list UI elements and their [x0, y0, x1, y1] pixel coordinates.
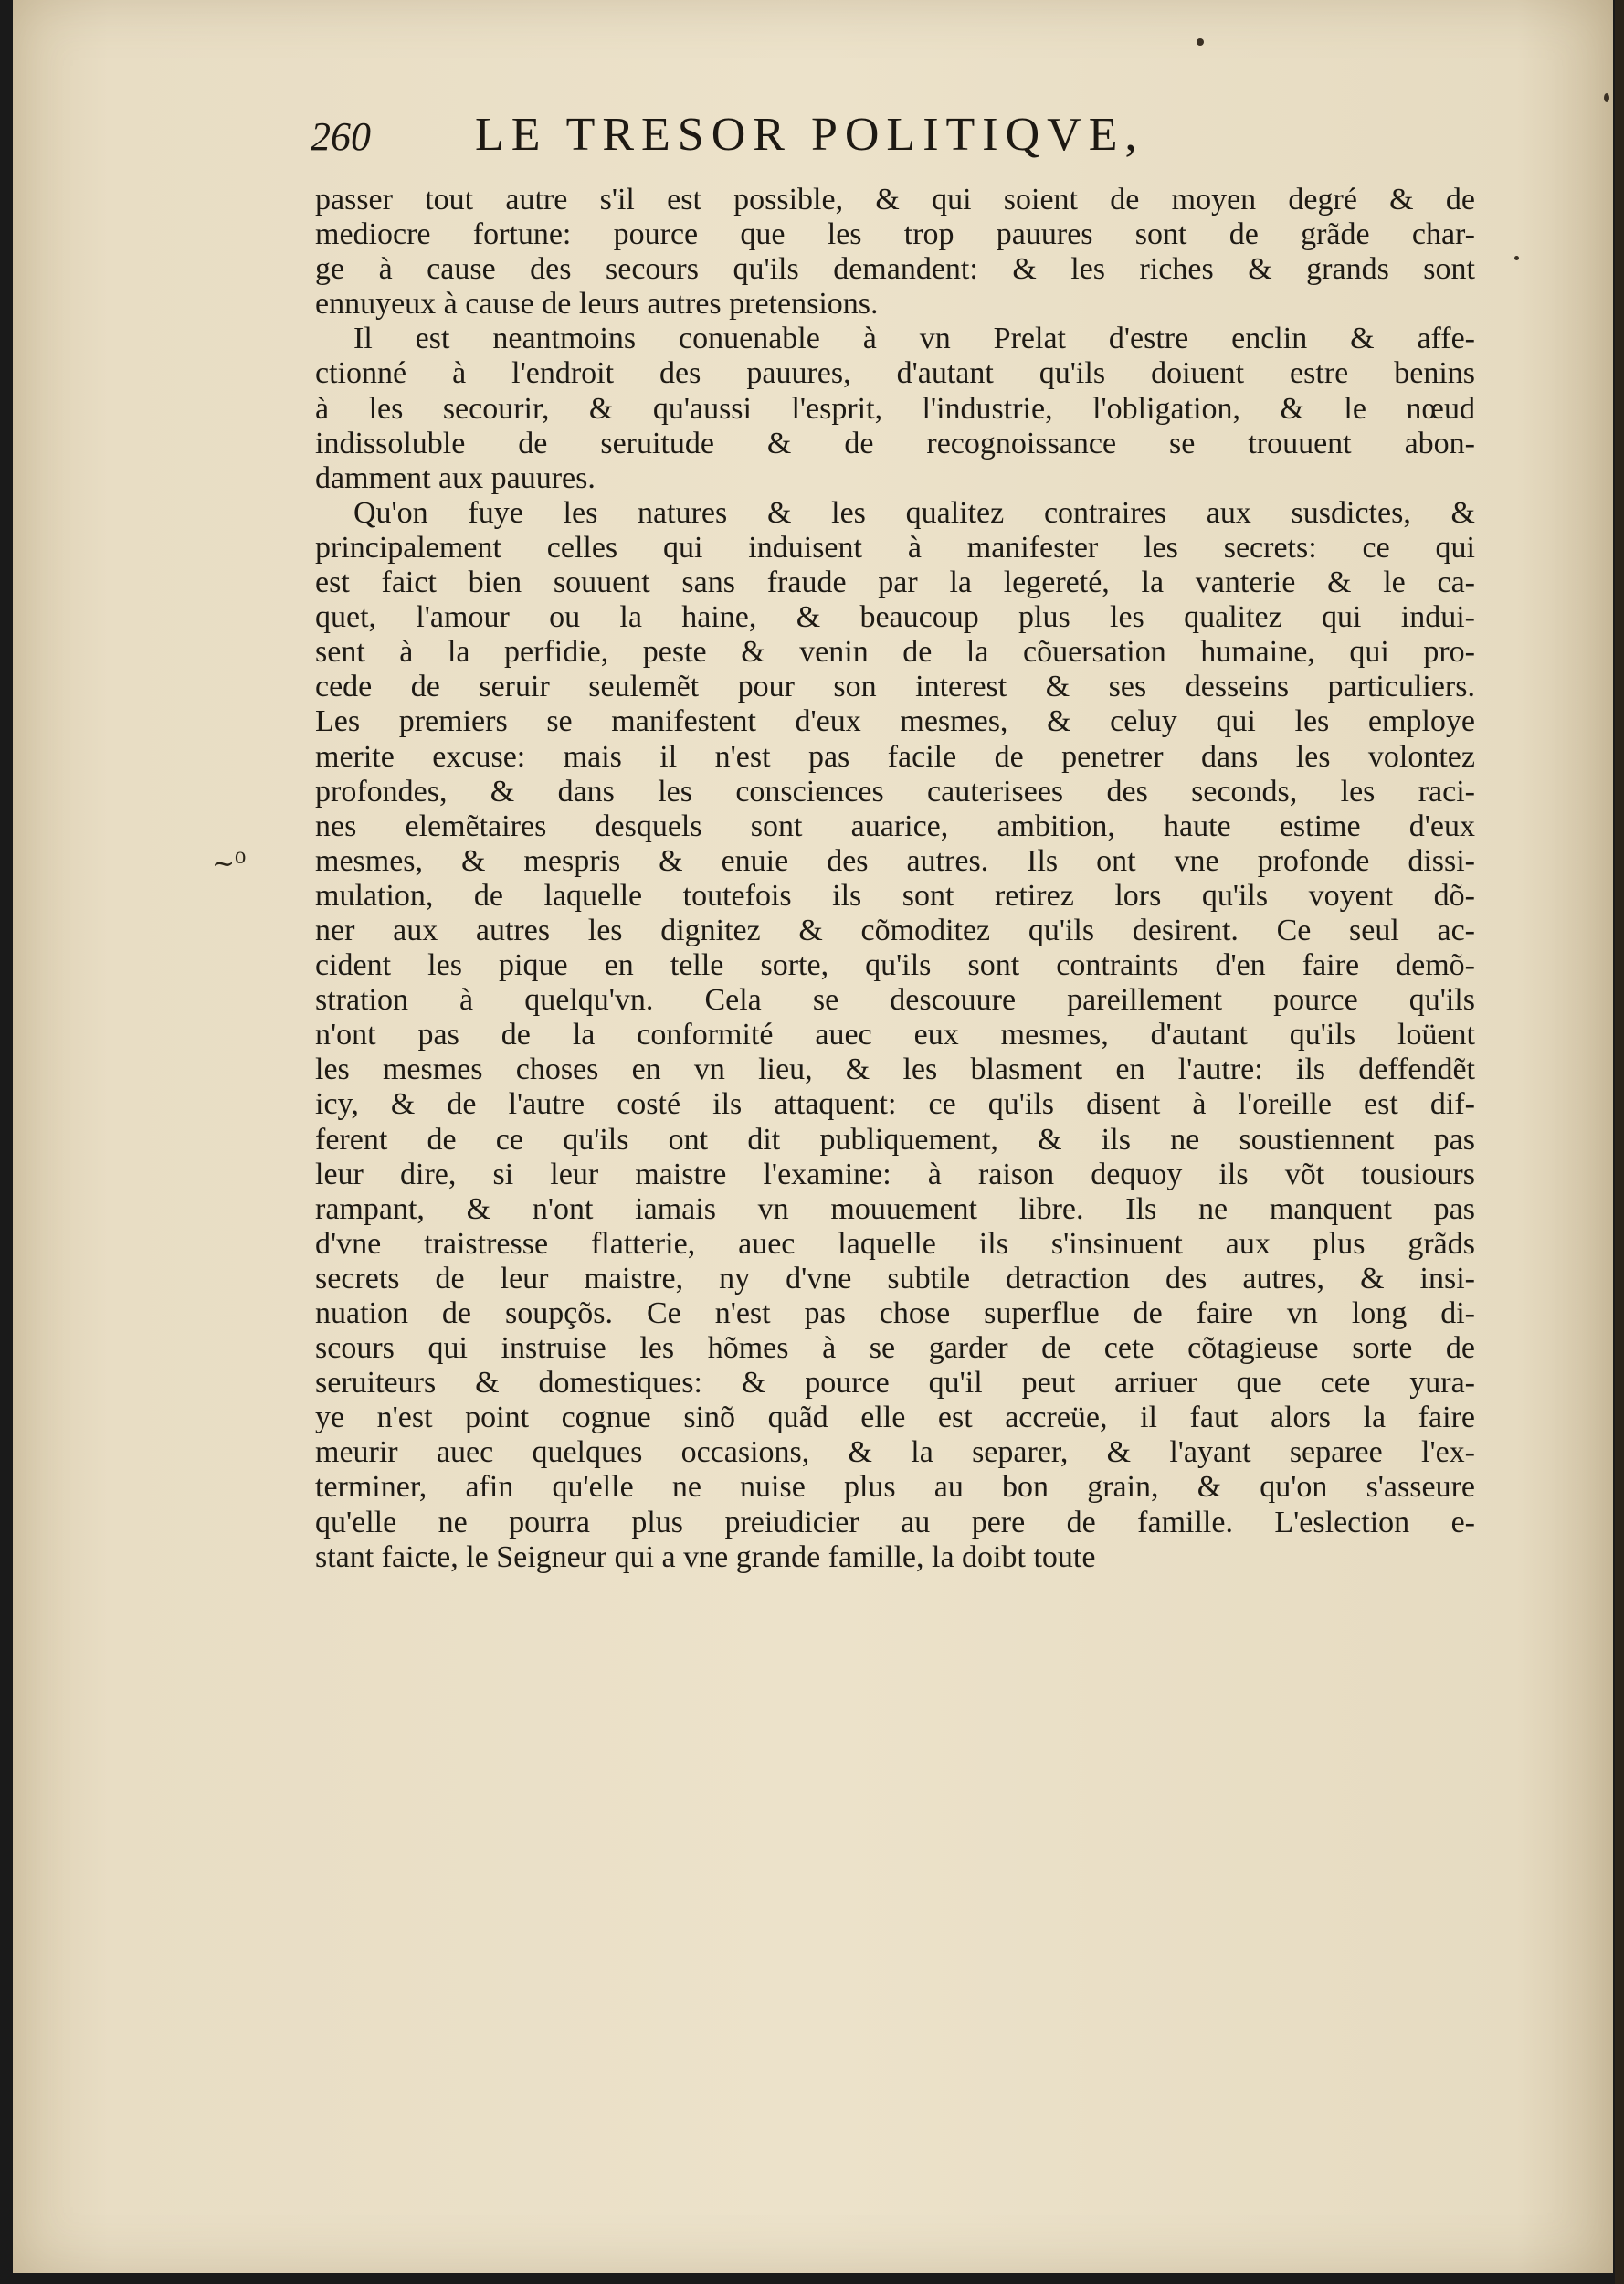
ink-spot	[1514, 256, 1519, 260]
text-line: Il est neantmoins conuenable à vn Prelat d'estre enclin & affe-	[353, 322, 1475, 356]
text-line: mulation, de laquelle toutefois ils sont retirez lors qu'ils voyent dõ-	[315, 878, 1475, 913]
ink-spot	[1197, 38, 1204, 46]
text-line: icy, & de l'autre costé ils attaquent: ce qu'ils disent à l'oreille est dif-	[315, 1087, 1475, 1122]
text-line: ner aux autres les dignitez & cõmoditez qu'ils desirent. Ce seul ac-	[315, 913, 1475, 947]
text-line: meurir auec quelques occasions, & la separer, & l'ayant separee l'ex-	[315, 1435, 1475, 1470]
text-line: Qu'on fuye les natures & les qualitez contraires aux susdictes, &	[353, 495, 1475, 530]
ink-spot	[1604, 93, 1609, 102]
text-line: terminer, afin qu'elle ne nuise plus au bon grain, & qu'on s'asseure	[315, 1470, 1475, 1505]
text-line: ferent de ce qu'ils ont dit publiquement, & ils ne soustiennent pas	[315, 1122, 1475, 1157]
text-line: indissoluble de seruitude & de recognoissance se trouuent abon-	[315, 426, 1475, 460]
text-line: cident les pique en telle sorte, qu'ils sont contraints d'en faire demõ-	[315, 948, 1475, 983]
text-line: ye n'est point cognue sinõ quãd elle est accreüe, il faut alors la faire	[315, 1401, 1475, 1435]
text-line: scours qui instruise les hõmes à se garder de cete cõtagieuse sorte de	[315, 1331, 1475, 1366]
text-line: mesmes, & mespris & enuie des autres. Ils ont vne profonde dissi-	[315, 843, 1475, 878]
text-line: seruiteurs & domestiques: & pource qu'il peut arriuer que cete yura-	[315, 1366, 1475, 1401]
body-text	[315, 183, 1475, 1575]
text-line: leur dire, si leur maistre l'examine: à raison dequoy ils võt tousiours	[315, 1157, 1475, 1191]
page-header	[311, 108, 1407, 172]
text-line: Les premiers se manifestent d'eux mesmes, & celuy qui les employe	[315, 704, 1475, 739]
text-line: stant faicte, le Seigneur qui a vne grande famille, la doibt toute	[315, 1539, 1096, 1574]
text-line: principalement celles qui induisent à manifester les secrets: ce qui	[315, 530, 1475, 565]
text-line: d'vne traistresse flatterie, auec laquelle ils s'insinuent aux plus grãds	[315, 1226, 1475, 1261]
text-line: cede de seruir seulemẽt pour son interest & ses desseins particuliers.	[315, 670, 1475, 704]
text-line: passer tout autre s'il est possible, & qui soient de moyen degré & de	[315, 183, 1475, 217]
text-line: stration à quelqu'vn. Cela se descouure pareillement pource qu'ils	[315, 983, 1475, 1018]
text-line: est faict bien souuent sans fraude par la legereté, la vanterie & le ca-	[315, 566, 1475, 600]
text-line: qu'elle ne pourra plus preiudicier au pere de famille. L'eslection e-	[315, 1505, 1475, 1539]
text-line: ennuyeux à cause de leurs autres pretensions.	[315, 287, 879, 322]
text-line: ge à cause des secours qu'ils demandent: & les riches & grands sont	[315, 252, 1475, 287]
text-line: à les secourir, & qu'aussi l'esprit, l'industrie, l'obligation, & le nœud	[315, 391, 1475, 426]
text-line: ctionné à l'endroit des pauures, d'autant qu'ils doiuent estre benins	[315, 356, 1475, 391]
text-line: sent à la perfidie, peste & venin de la cõuersation humaine, qui pro-	[315, 635, 1475, 670]
text-line: quet, l'amour ou la haine, & beaucoup plus les qualitez qui indui-	[315, 600, 1475, 635]
text-line: nuation de soupçõs. Ce n'est pas chose superflue de faire vn long di-	[315, 1296, 1475, 1330]
text-line: secrets de leur maistre, ny d'vne subtile detraction des autres, & insi-	[315, 1261, 1475, 1295]
text-line: merite excuse: mais il n'est pas facile de penetrer dans les volontez	[315, 739, 1475, 774]
running-title: LE TRESOR POLITIQVE,	[475, 109, 1144, 161]
text-line: damment aux pauures.	[315, 460, 596, 495]
text-line: les mesmes choses en vn lieu, & les blasment en l'autre: ils deffendẽt	[315, 1052, 1475, 1087]
text-line: n'ont pas de la conformité auec eux mesmes, d'autant qu'ils loüent	[315, 1018, 1475, 1052]
page-number: 260	[311, 114, 371, 159]
page-edge	[1615, 0, 1624, 2284]
marginal-mark: ~⁰	[212, 848, 247, 880]
text-line: mediocre fortune: pource que les trop pauures sont de grãde char-	[315, 217, 1475, 252]
text-line: profondes, & dans les consciences cauterisees des seconds, les raci-	[315, 774, 1475, 809]
text-line: rampant, & n'ont iamais vn mouuement libre. Ils ne manquent pas	[315, 1191, 1475, 1226]
text-line: nes elemẽtaires desquels sont auarice, ambition, haute estime d'eux	[315, 809, 1475, 843]
